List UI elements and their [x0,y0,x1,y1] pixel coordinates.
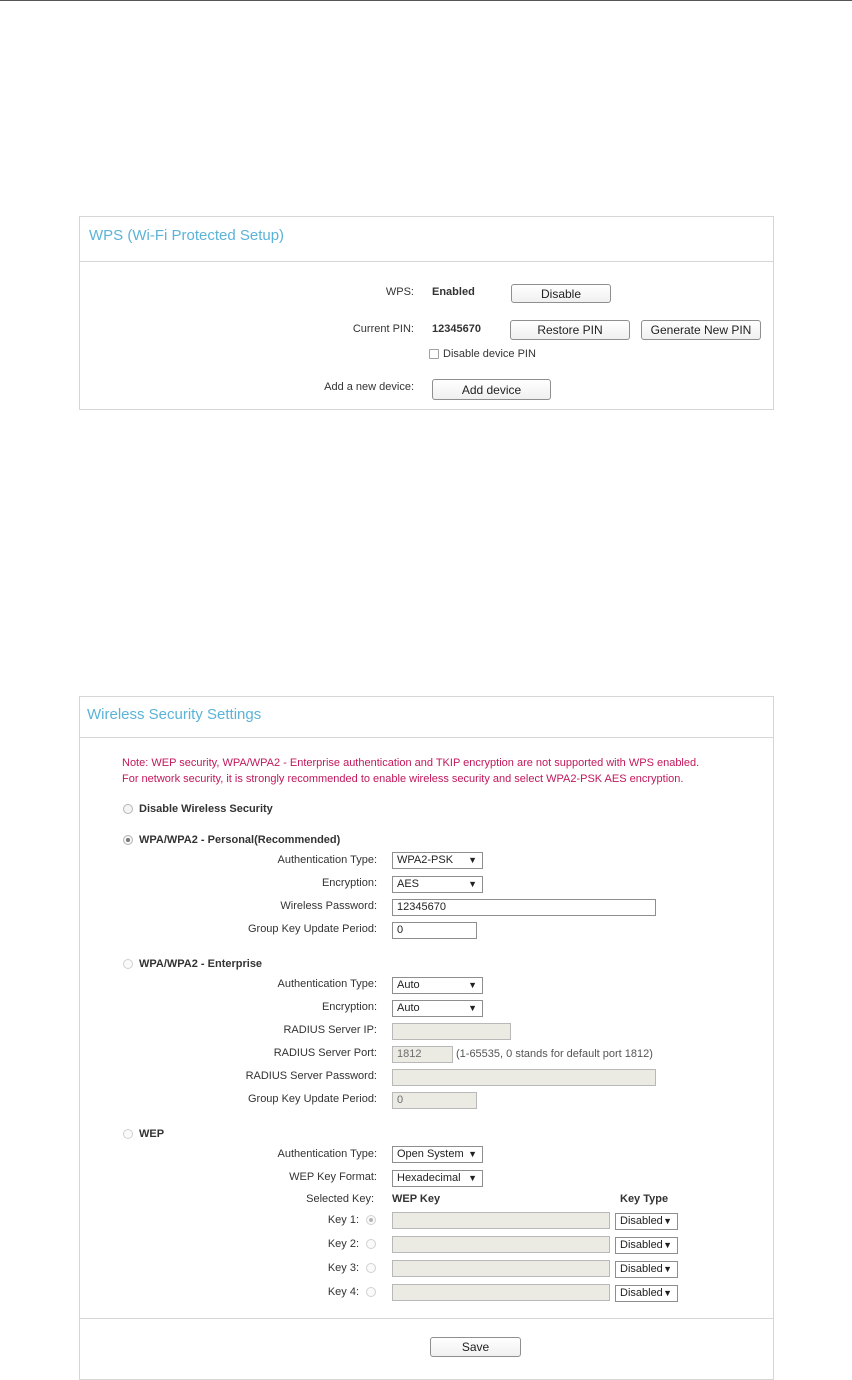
wep-key-format-value: Hexadecimal [397,1172,461,1184]
dropdown-arrow-icon: ▼ [468,980,477,990]
wep-key-2-label: Key 2: [327,1238,359,1250]
radius-server-password-input[interactable] [392,1069,656,1086]
selected-key-label: Selected Key: [306,1193,374,1205]
wps-panel-title: WPS (Wi-Fi Protected Setup) [89,227,285,244]
wep-key-1-type-value: Disabled [620,1215,663,1227]
enterprise-encryption-select[interactable] [392,1000,483,1017]
restore-pin-button[interactable]: Restore PIN [510,320,630,340]
enterprise-encryption-value: Auto [397,1002,420,1014]
wpa-enterprise-label: WPA/WPA2 - Enterprise [139,958,263,970]
wep-key-3-radio[interactable] [366,1263,376,1273]
radius-port-hint: (1-65535, 0 stands for default port 1812) [456,1048,653,1060]
wep-radio[interactable] [123,1129,133,1139]
wep-key-1-input[interactable] [392,1212,610,1229]
wep-auth-type-value: Open System [397,1148,464,1160]
wep-key-2-radio[interactable] [366,1239,376,1249]
wpa-personal-radio[interactable] [123,835,133,845]
current-pin-value: 12345670 [432,323,481,335]
wps-status-label: WPS: [385,286,414,298]
dropdown-arrow-icon: ▼ [468,855,477,865]
wep-key-4-type-select[interactable] [615,1285,678,1302]
key-type-column-header: Key Type [620,1193,669,1205]
save-divider [80,1318,773,1319]
wep-key-2-type-select[interactable] [615,1237,678,1254]
disable-security-radio[interactable] [123,804,133,814]
wep-key-4-input[interactable] [392,1284,610,1301]
enterprise-auth-type-value: Auto [397,979,420,991]
add-device-label: Add a new device: [324,381,414,393]
dropdown-arrow-icon: ▼ [663,1288,672,1298]
radius-server-port-input[interactable]: 1812 [392,1046,453,1063]
wps-panel [79,216,774,410]
wep-key-3-input[interactable] [392,1260,610,1277]
wps-title-divider [80,261,773,262]
disable-security-label: Disable Wireless Security [139,803,273,815]
personal-encryption-label: Encryption: [321,877,377,889]
wep-key-format-select[interactable] [392,1170,483,1187]
enterprise-encryption-label: Encryption: [321,1001,377,1013]
wps-status-value: Enabled [432,286,475,298]
wps-disable-button[interactable]: Disable [511,284,611,303]
wpa-personal-label: WPA/WPA2 - Personal(Recommended) [139,834,341,846]
wep-auth-type-label: Authentication Type: [277,1148,377,1160]
wep-key-format-label: WEP Key Format: [289,1171,377,1183]
wps-note-line-1: Note: WEP security, WPA/WPA2 - Enterprise authentication and TKIP encryption are not supported with WPS enabled. [122,757,700,769]
radius-server-port-label: RADIUS Server Port: [273,1047,377,1059]
wep-key-column-header: WEP Key [392,1193,441,1205]
security-panel-title: Wireless Security Settings [87,706,262,723]
wps-note-line-2: For network security, it is strongly recommended to enable wireless security and select WPA2-PSK AES encryption. [122,773,684,785]
wep-key-3-label: Key 3: [327,1262,359,1274]
wep-auth-type-select[interactable] [392,1146,483,1163]
enterprise-auth-type-select[interactable] [392,977,483,994]
wep-key-3-type-select[interactable] [615,1261,678,1278]
personal-auth-type-select[interactable] [392,852,483,869]
radius-server-ip-input[interactable] [392,1023,511,1040]
page-top-rule [0,0,852,1]
save-button[interactable]: Save [430,1337,521,1357]
wep-key-4-label: Key 4: [327,1286,359,1298]
personal-auth-type-label: Authentication Type: [277,854,377,866]
radius-server-password-label: RADIUS Server Password: [245,1070,377,1082]
enterprise-group-key-input[interactable]: 0 [392,1092,477,1109]
dropdown-arrow-icon: ▼ [468,1003,477,1013]
dropdown-arrow-icon: ▼ [468,1173,477,1183]
generate-new-pin-button[interactable]: Generate New PIN [641,320,761,340]
personal-auth-type-value: WPA2-PSK [397,854,454,866]
personal-group-key-label: Group Key Update Period: [247,923,377,935]
enterprise-group-key-label: Group Key Update Period: [247,1093,377,1105]
wep-key-2-input[interactable] [392,1236,610,1253]
security-title-divider [80,737,773,738]
radius-server-ip-label: RADIUS Server IP: [283,1024,377,1036]
personal-encryption-value: AES [397,878,420,890]
dropdown-arrow-icon: ▼ [663,1240,672,1250]
wep-key-1-type-select[interactable] [615,1213,678,1230]
wep-key-2-type-value: Disabled [620,1239,663,1251]
disable-device-pin-label: Disable device PIN [443,348,536,360]
wireless-password-label: Wireless Password: [280,900,377,912]
wep-key-4-radio[interactable] [366,1287,376,1297]
wpa-enterprise-radio[interactable] [123,959,133,969]
current-pin-label: Current PIN: [352,323,414,335]
dropdown-arrow-icon: ▼ [663,1264,672,1274]
wep-key-1-radio[interactable] [366,1215,376,1225]
wep-key-1-label: Key 1: [327,1214,359,1226]
dropdown-arrow-icon: ▼ [468,879,477,889]
wep-key-4-type-value: Disabled [620,1287,663,1299]
add-device-button[interactable]: Add device [432,379,551,400]
wireless-password-input[interactable]: 12345670 [392,899,656,916]
personal-encryption-select[interactable] [392,876,483,893]
disable-device-pin-checkbox[interactable] [429,349,439,359]
enterprise-auth-type-label: Authentication Type: [277,978,377,990]
wep-label: WEP [139,1128,165,1140]
wep-key-3-type-value: Disabled [620,1263,663,1275]
personal-group-key-input[interactable]: 0 [392,922,477,939]
dropdown-arrow-icon: ▼ [663,1216,672,1226]
dropdown-arrow-icon: ▼ [468,1149,477,1159]
